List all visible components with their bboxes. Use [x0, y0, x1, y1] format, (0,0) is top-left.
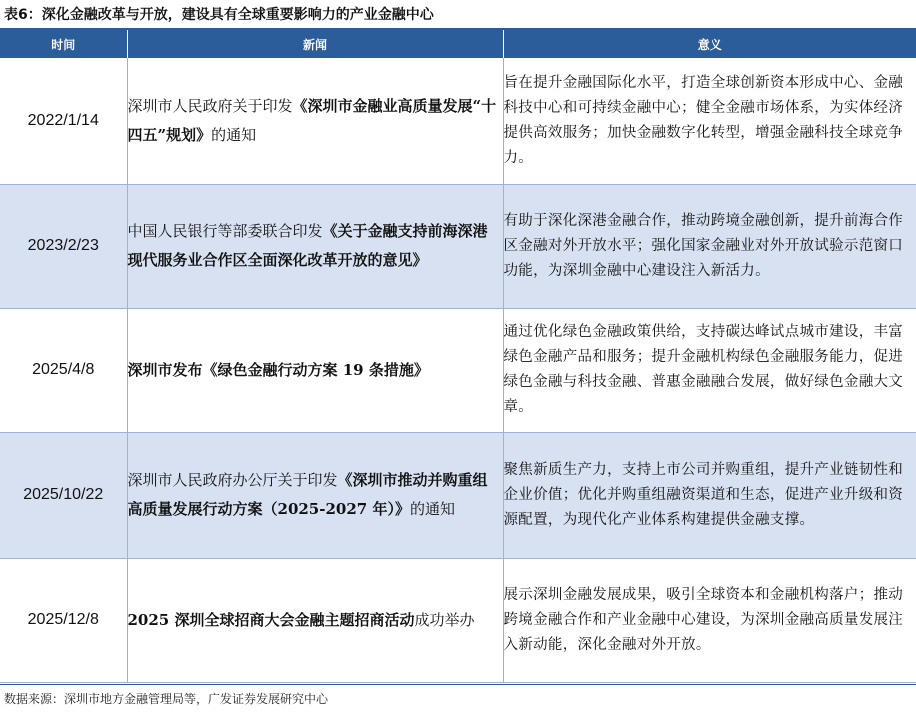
row-news — [127, 58, 503, 184]
policy-table — [0, 30, 916, 683]
news-plain: 的通知 — [211, 125, 257, 144]
row-significance: 聚焦新质生产力，支持上市公司并购重组，提升产业链韧性和企业价值；优化并购重组融资渠道和生态，促进产业升级和资源配置，为现代化产业体系构建提供金融支撑。 — [503, 432, 916, 558]
row-significance: 展示深圳金融发展成果，吸引全球资本和金融机构落户；推动跨境金融合作和产业金融中心建设，为深圳金融高质量发展注入新动能，深化金融对外开放。 — [503, 558, 916, 682]
row-date: 2025/12/8 — [0, 558, 127, 682]
header-date: 时间 — [0, 30, 127, 58]
row-news — [127, 432, 503, 558]
news-bold: 《关于金融支持前海深港现代服务业合作区全面深化改革开放的意见》 — [127, 222, 488, 269]
news-bold: 2025 深圳全球招商大会金融主题招商活动 — [127, 610, 415, 629]
table-row — [0, 432, 916, 558]
news-plain: 深圳市人民政府关于印发 — [127, 96, 293, 115]
news-plain: 成功举办 — [414, 610, 475, 629]
row-date: 2022/1/14 — [0, 58, 127, 184]
news-bold: 《深圳市推动并购重组高质量发展行动方案（2025-2027 年）》 — [127, 471, 488, 518]
row-significance: 有助于深化深港金融合作，推动跨境金融创新，提升前海合作区金融对外开放水平；强化国家金融业对外开放试验示范窗口功能，为深圳金融中心建设注入新活力。 — [503, 184, 916, 308]
row-date: 2025/4/8 — [0, 308, 127, 432]
table-row — [0, 58, 916, 184]
row-news — [127, 184, 503, 308]
table-row — [0, 558, 916, 682]
row-news — [127, 308, 503, 432]
news-plain: 深圳市人民政府办公厅关于印发 — [127, 471, 338, 489]
header-significance: 意义 — [503, 30, 916, 58]
row-significance: 通过优化绿色金融政策供给，支持碳达峰试点城市建设，丰富绿色金融产品和服务；提升金融机构绿色金融服务能力，促进绿色金融与科技金融、普惠金融融合发展，做好绿色金融大文章。 — [503, 308, 916, 432]
table-row — [0, 308, 916, 432]
row-date: 2023/2/23 — [0, 184, 127, 308]
header-row — [0, 30, 916, 58]
source-note: 数据来源：深圳市地方金融管理局等，广发证券发展研究中心 — [4, 692, 329, 706]
news-plain: 的通知 — [409, 500, 455, 518]
news-bold: 《深圳市金融业高质量发展“十四五”规划》 — [127, 96, 497, 144]
news-bold: 深圳市发布《绿色金融行动方案 19 条措施》 — [127, 360, 429, 379]
row-date: 2025/10/22 — [0, 432, 127, 558]
bottom-divider — [0, 684, 916, 685]
row-significance: 旨在提升金融国际化水平，打造全球创新资本形成中心、金融科技中心和可持续金融中心；健全金融市场体系，为实体经济提供高效服务；加快金融数字化转型，增强金融科技全球竞争力。 — [503, 58, 916, 184]
row-news — [127, 558, 503, 682]
table-title: 表6：深化金融改革与开放，建设具有全球重要影响力的产业金融中心 — [4, 7, 434, 23]
news-plain: 中国人民银行等部委联合印发 — [127, 222, 323, 240]
table-row — [0, 184, 916, 308]
header-news: 新闻 — [127, 30, 503, 58]
